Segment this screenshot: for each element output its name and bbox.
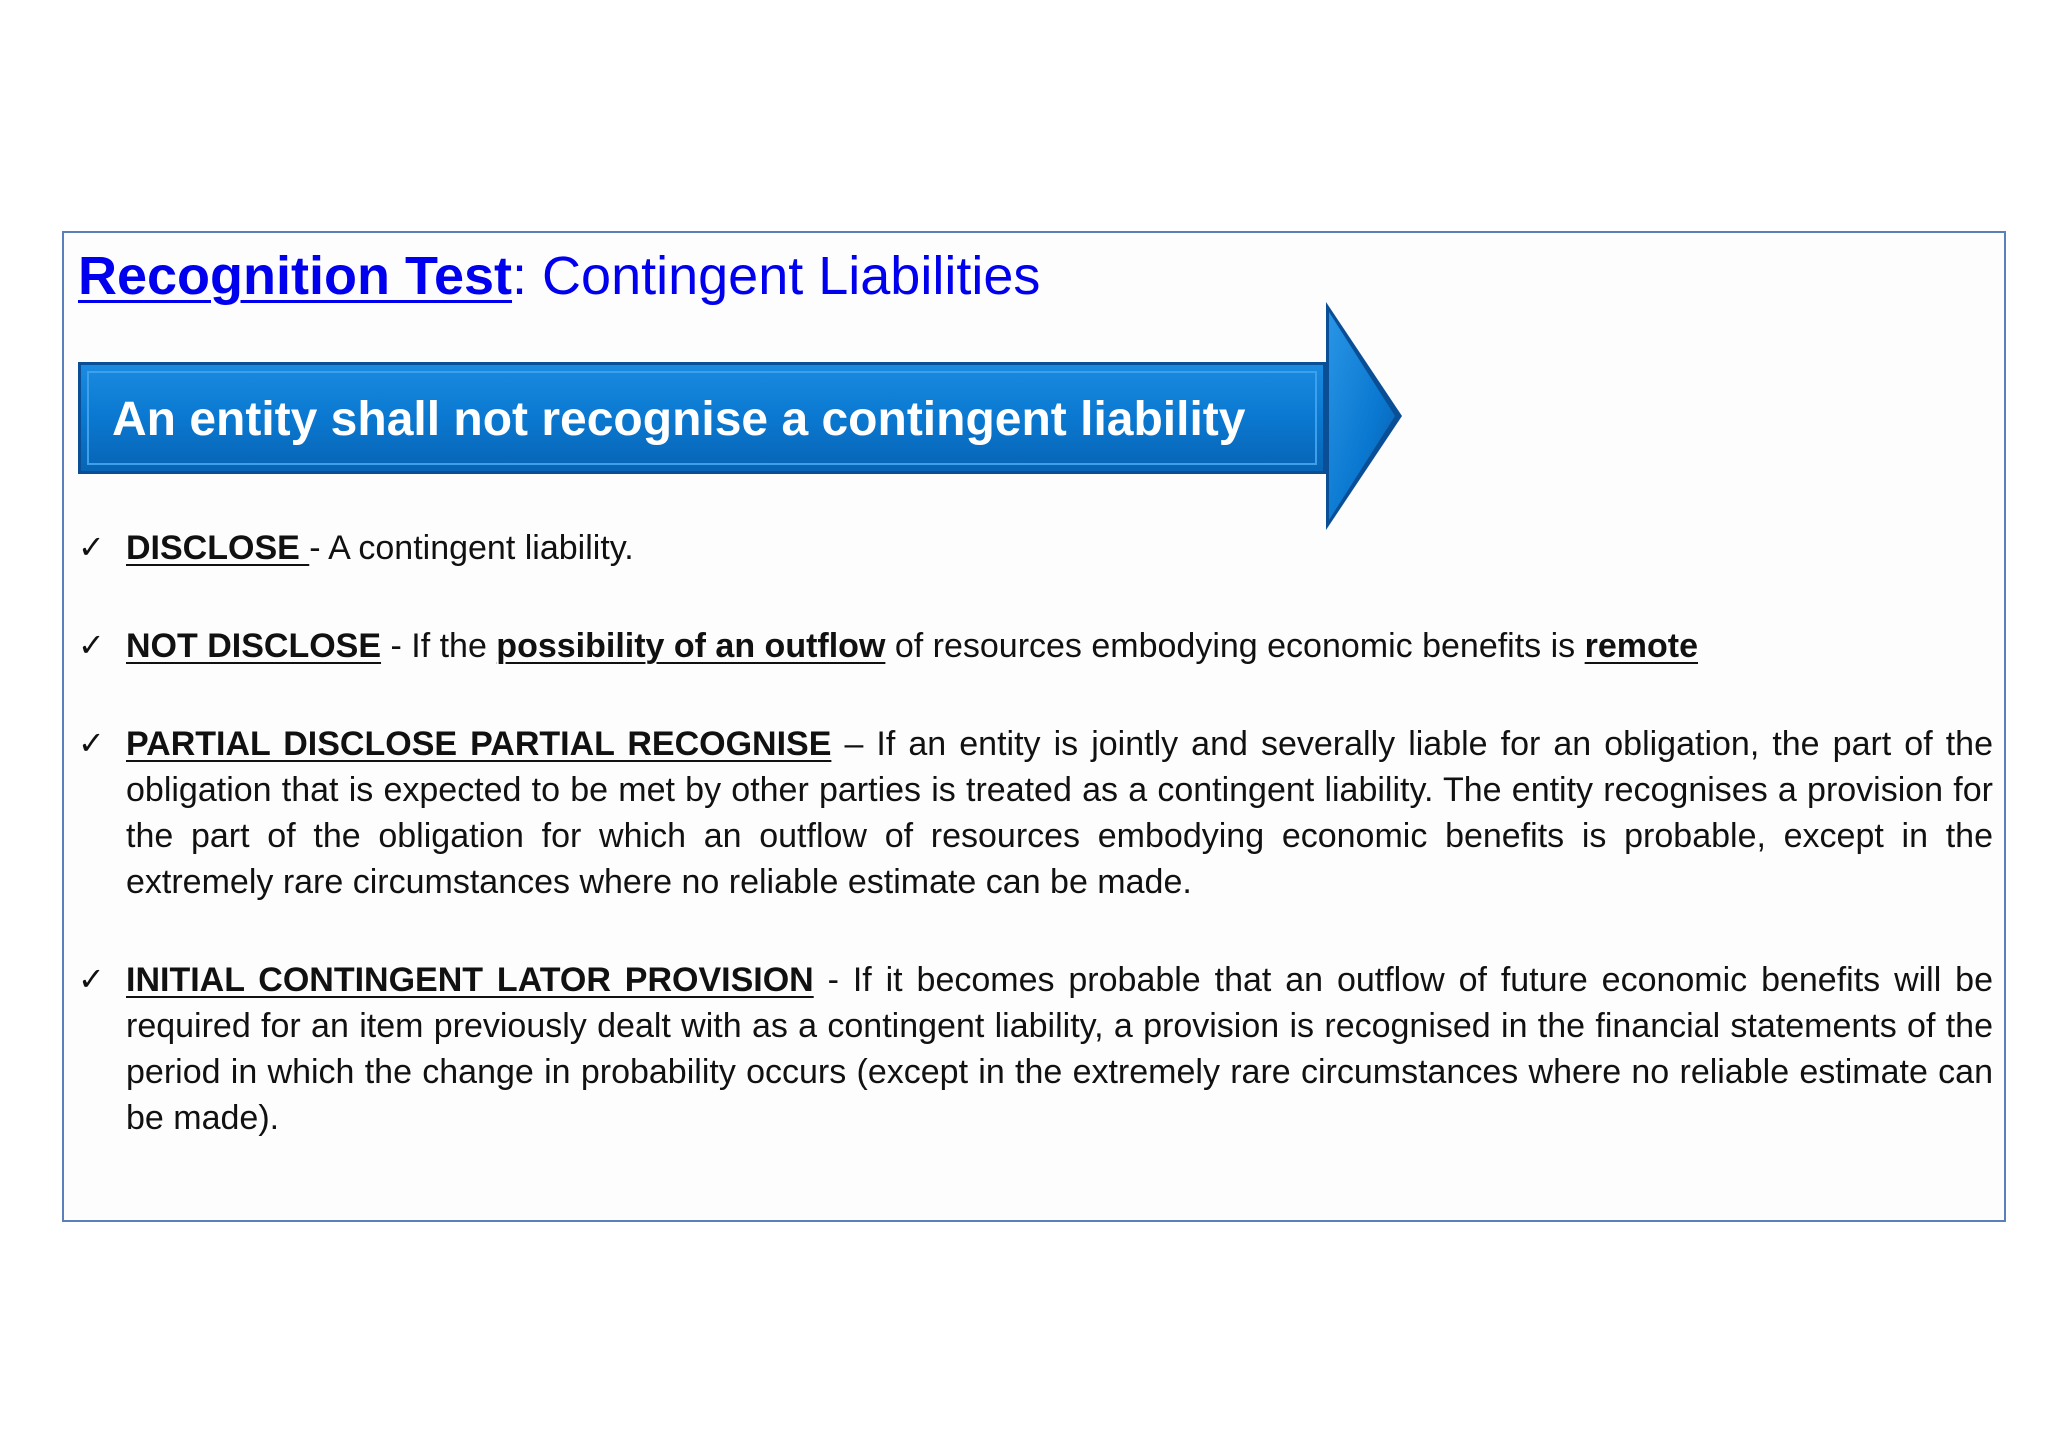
checkmark-icon: ✓: [78, 529, 105, 565]
list-item-not-disclose: [78, 623, 1993, 669]
item-text: – If an entity is jointly and severally liable for an obligation, the part of the obligation that is expected to be met by other parties is treated as a contingent liability. The entity recognises a provision for the part of the obligation for which an outflow of resources embodying economic benefits is probable, except in the extremely rare circumstances where no reliable estimate can be made.: [126, 725, 1993, 901]
criteria-list: [78, 525, 1993, 1193]
title-separator: :: [512, 246, 528, 306]
item-text: - If it becomes probable that an outflow of future economic benefits will be required for an item previously dealt with as a contingent liability, a provision is recognised in the financial statements of the period in which the change in probability occurs (except in the extremely rare circumstances where no reliable estimate can be made).: [126, 961, 1993, 1137]
item-heading: NOT DISCLOSE: [126, 627, 382, 665]
item-text: of resources embodying economic benefits is: [885, 627, 1585, 665]
list-item-initial: [78, 957, 1993, 1141]
checkmark-icon: ✓: [78, 627, 105, 663]
item-emphasis: possibility of an outflow: [496, 627, 886, 665]
title-rest: Contingent Liabilities: [527, 246, 1041, 306]
item-text: - A contingent liability.: [309, 529, 634, 567]
checkmark-icon: ✓: [78, 961, 105, 997]
title-main: Recognition Test: [78, 246, 513, 306]
list-item-partial: [78, 721, 1993, 905]
checkmark-icon: ✓: [78, 725, 105, 761]
list-item-disclose: [78, 525, 1993, 571]
arrow-banner-text: An entity shall not recognise a contingent liability: [112, 393, 1246, 446]
item-heading: INITIAL CONTINGENT LATOR PROVISION: [126, 961, 814, 999]
item-emphasis: remote: [1584, 627, 1699, 665]
item-heading: PARTIAL DISCLOSE PARTIAL RECOGNISE: [126, 725, 832, 763]
item-heading: DISCLOSE: [126, 529, 310, 567]
item-text: - If the: [381, 627, 497, 665]
